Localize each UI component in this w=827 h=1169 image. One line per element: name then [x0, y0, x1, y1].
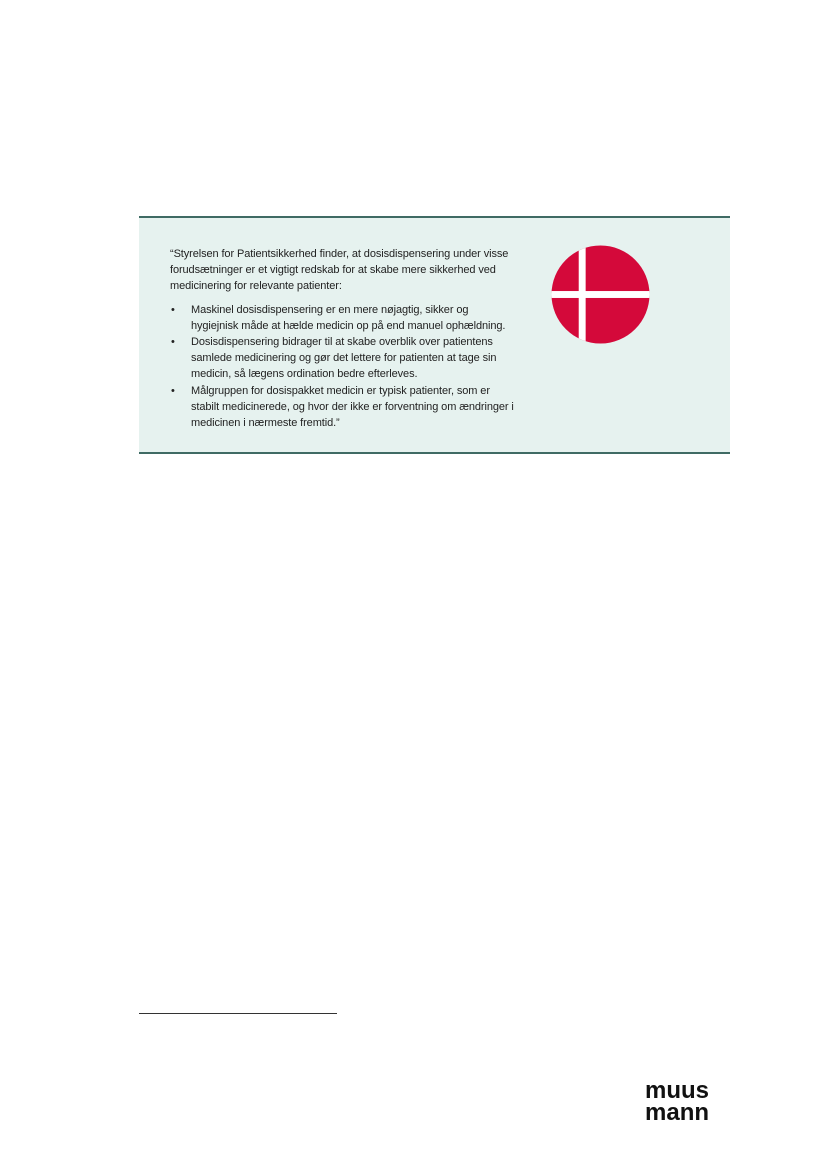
logo-line-2: mann: [645, 1099, 710, 1126]
footnote-divider: [139, 1013, 337, 1014]
list-item: [170, 383, 515, 432]
quote-box: [139, 216, 730, 454]
logo-line-1: muus: [645, 1077, 710, 1104]
quote-text: [170, 246, 515, 431]
bullet-icon: •: [171, 336, 175, 349]
quote-bullet-list: [170, 302, 515, 432]
bullet-icon: •: [171, 384, 175, 397]
danish-flag-icon: [551, 245, 650, 344]
quote-intro: “Styrelsen for Patientsikkerhed finder, at dosisdispensering under visse forudsætninger er et vigtigt redskab for at skabe mere sikkerhed ved medicinering for relevante patienter:: [170, 248, 509, 293]
flag-cross-horizontal: [551, 291, 650, 298]
list-item-text: Dosisdispensering bidrager til at skabe overblik over patientens samlede medicinering og gør det lettere for patienten at tage sin medicin, så lægens ordination bedre efterleves.: [191, 336, 497, 381]
bullet-icon: •: [171, 303, 175, 316]
list-item: [170, 334, 515, 383]
list-item-text: Målgruppen for dosispakket medicin er typisk patienter, som er stabilt medicinerede, og hvor der ikke er forventning om ændringer i medicinen i nærmeste fremtid.”: [191, 384, 514, 430]
muusmann-logo: [645, 1077, 710, 1126]
list-item: [170, 302, 515, 334]
list-item-text: Maskinel dosisdispensering er en mere nøjagtig, sikker og hygiejnisk måde at hælde medicin op på end manuel ophældning.: [191, 303, 506, 332]
